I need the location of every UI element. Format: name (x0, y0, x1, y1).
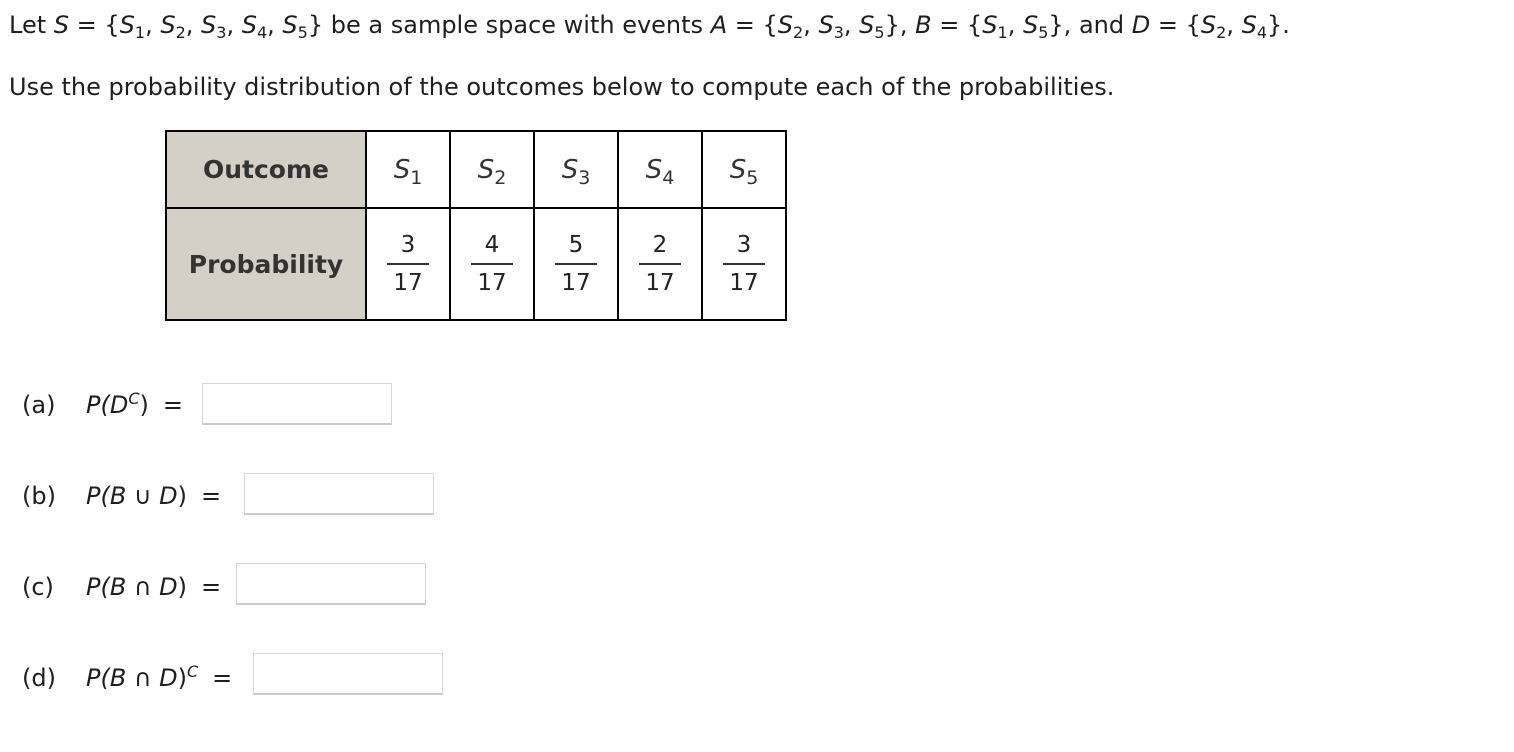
answer-input-c[interactable] (236, 563, 426, 605)
outcome-cell (366, 131, 450, 208)
equals-sign: = (212, 664, 233, 692)
equals-sign: = (76, 11, 97, 39)
probability-cell (702, 208, 786, 320)
outcome-index: 1 (997, 23, 1008, 42)
numerator: 2 (652, 232, 668, 258)
outcome-letter: S (282, 11, 298, 39)
probability-distribution-table (165, 130, 787, 321)
outcome-letter: S (859, 11, 875, 39)
brace-open: { (762, 11, 778, 39)
outcome-index: 4 (662, 166, 675, 189)
numerator: 4 (484, 232, 500, 258)
outcome-letter: S (982, 11, 998, 39)
outcome-index: 4 (1256, 23, 1267, 42)
brace-open: { (104, 11, 120, 39)
brace-open: { (967, 11, 983, 39)
outcome-letter: S (818, 11, 834, 39)
complement-superscript: C (187, 662, 199, 681)
equals-sign: = (162, 391, 183, 419)
probability-fraction (387, 232, 429, 296)
outcome-index: 1 (134, 23, 146, 42)
outcome-index: 5 (746, 166, 759, 189)
denominator: 17 (645, 270, 675, 296)
set-A: {$S_2$, $S_3$, $S_5$} (762, 11, 900, 42)
equals-sign: = (201, 573, 222, 601)
brace-open: { (1185, 11, 1201, 39)
denominator: 17 (729, 270, 759, 296)
outcome-index: 2 (175, 23, 186, 42)
question-label: (a) (22, 391, 56, 419)
outcome-row (166, 131, 786, 208)
brace-close: } (1048, 11, 1064, 39)
prob-expression: B ∩ D (109, 664, 178, 692)
prob-open: P( (86, 664, 110, 692)
probability-cell (366, 208, 450, 320)
set-B: {$S_1$, $S_5$} (967, 11, 1064, 42)
outcome-index: 5 (1038, 23, 1049, 42)
outcome-letter: S (393, 154, 411, 185)
event-D-symbol: D (1131, 11, 1151, 39)
probability-row (166, 208, 786, 320)
prob-close: ) (177, 482, 187, 510)
outcome-letter: S (119, 11, 135, 39)
question-label: (c) (22, 573, 54, 601)
instructions: Use the probability distribution of the outcomes below to compute each of the probabilities. (9, 73, 1115, 101)
equals-sign: = (201, 482, 222, 510)
prob-open: P( (86, 573, 110, 601)
outcome-letter: S (645, 154, 663, 185)
outcome-cell (702, 131, 786, 208)
question-d (22, 664, 232, 692)
event-A-symbol: A (710, 11, 728, 39)
probability-cell (534, 208, 618, 320)
answer-input-a[interactable] (202, 383, 392, 425)
outcome-index: 3 (833, 23, 844, 42)
probability-cell (618, 208, 702, 320)
probability-header: Probability (166, 208, 366, 320)
text-events: be a sample space with events (330, 11, 704, 39)
prob-close: ) (139, 391, 149, 419)
probability-fraction (555, 232, 597, 296)
outcome-letter: S (241, 11, 257, 39)
outcome-header: Outcome (166, 131, 366, 208)
outcome-letter: S (1200, 11, 1217, 39)
question-a (22, 391, 183, 419)
outcome-index: 3 (578, 166, 591, 189)
probability-fraction (639, 232, 681, 296)
denominator: 17 (393, 270, 423, 296)
outcome-cell (534, 131, 618, 208)
brace-close: } (884, 11, 900, 39)
outcome-letter: S (777, 11, 794, 39)
outcome-index: 5 (874, 23, 885, 42)
text-let: Let (9, 11, 47, 39)
sample-space-symbol: S (53, 11, 69, 39)
outcome-letter: S (160, 11, 176, 39)
question-label: (d) (22, 664, 56, 692)
probability-cell (450, 208, 534, 320)
outcome-index: 2 (1216, 23, 1227, 42)
answer-input-b[interactable] (244, 473, 434, 515)
prob-expression: B ∩ D (109, 573, 178, 601)
outcome-index: 4 (256, 23, 268, 42)
numerator: 3 (400, 232, 416, 258)
outcome-cell (618, 131, 702, 208)
outcome-index: 2 (793, 23, 804, 42)
problem-statement: Let $S = \{S_1$, $S_2$, $S_3$, $S_4$, $S_5$} be a sample space with events $A = \{S_2$, $S_3$, $S_5$}, $B = \{S_1$, $S_5$}, and $D = \{S_2$, $S_4$}. (9, 11, 1290, 42)
question-label: (b) (22, 482, 56, 510)
outcome-letter: S (201, 11, 217, 39)
outcome-index: 1 (410, 166, 423, 189)
outcome-letter: S (561, 154, 579, 185)
complement-superscript: C (128, 389, 140, 408)
answer-input-d[interactable] (253, 653, 443, 695)
question-c (22, 573, 221, 601)
brace-close: } (1267, 11, 1283, 39)
prob-expression: B ∪ D (109, 482, 178, 510)
outcome-index: 5 (297, 23, 308, 42)
outcome-cell (450, 131, 534, 208)
numerator: 3 (736, 232, 752, 258)
denominator: 17 (561, 270, 591, 296)
brace-close: } (307, 11, 324, 39)
prob-open: P( (86, 482, 110, 510)
outcome-letter: S (1022, 11, 1039, 39)
set-D: {$S_2$, $S_4$} (1185, 11, 1283, 42)
equals-sign: = (1157, 11, 1178, 39)
probability-fraction (723, 232, 765, 296)
period: . (1282, 11, 1290, 39)
equals-sign: = (734, 11, 755, 39)
event-B-symbol: B (915, 11, 932, 39)
outcome-index: 3 (216, 23, 227, 42)
numerator: 5 (568, 232, 584, 258)
probability-fraction (471, 232, 513, 296)
question-b (22, 482, 221, 510)
set-S: {$S_1$, $S_2$, $S_3$, $S_4$, $S_5$} (104, 11, 324, 42)
outcome-letter: S (729, 154, 747, 185)
denominator: 17 (477, 270, 507, 296)
outcome-letter: S (477, 154, 495, 185)
prob-open: P( (86, 391, 110, 419)
outcome-index: 2 (494, 166, 507, 189)
outcome-letter: S (1241, 11, 1257, 39)
text-and: and (1078, 11, 1125, 39)
equals-sign: = (939, 11, 960, 39)
prob-expression: D (109, 391, 129, 419)
prob-close: ) (177, 573, 187, 601)
prob-close: ) (177, 664, 187, 692)
